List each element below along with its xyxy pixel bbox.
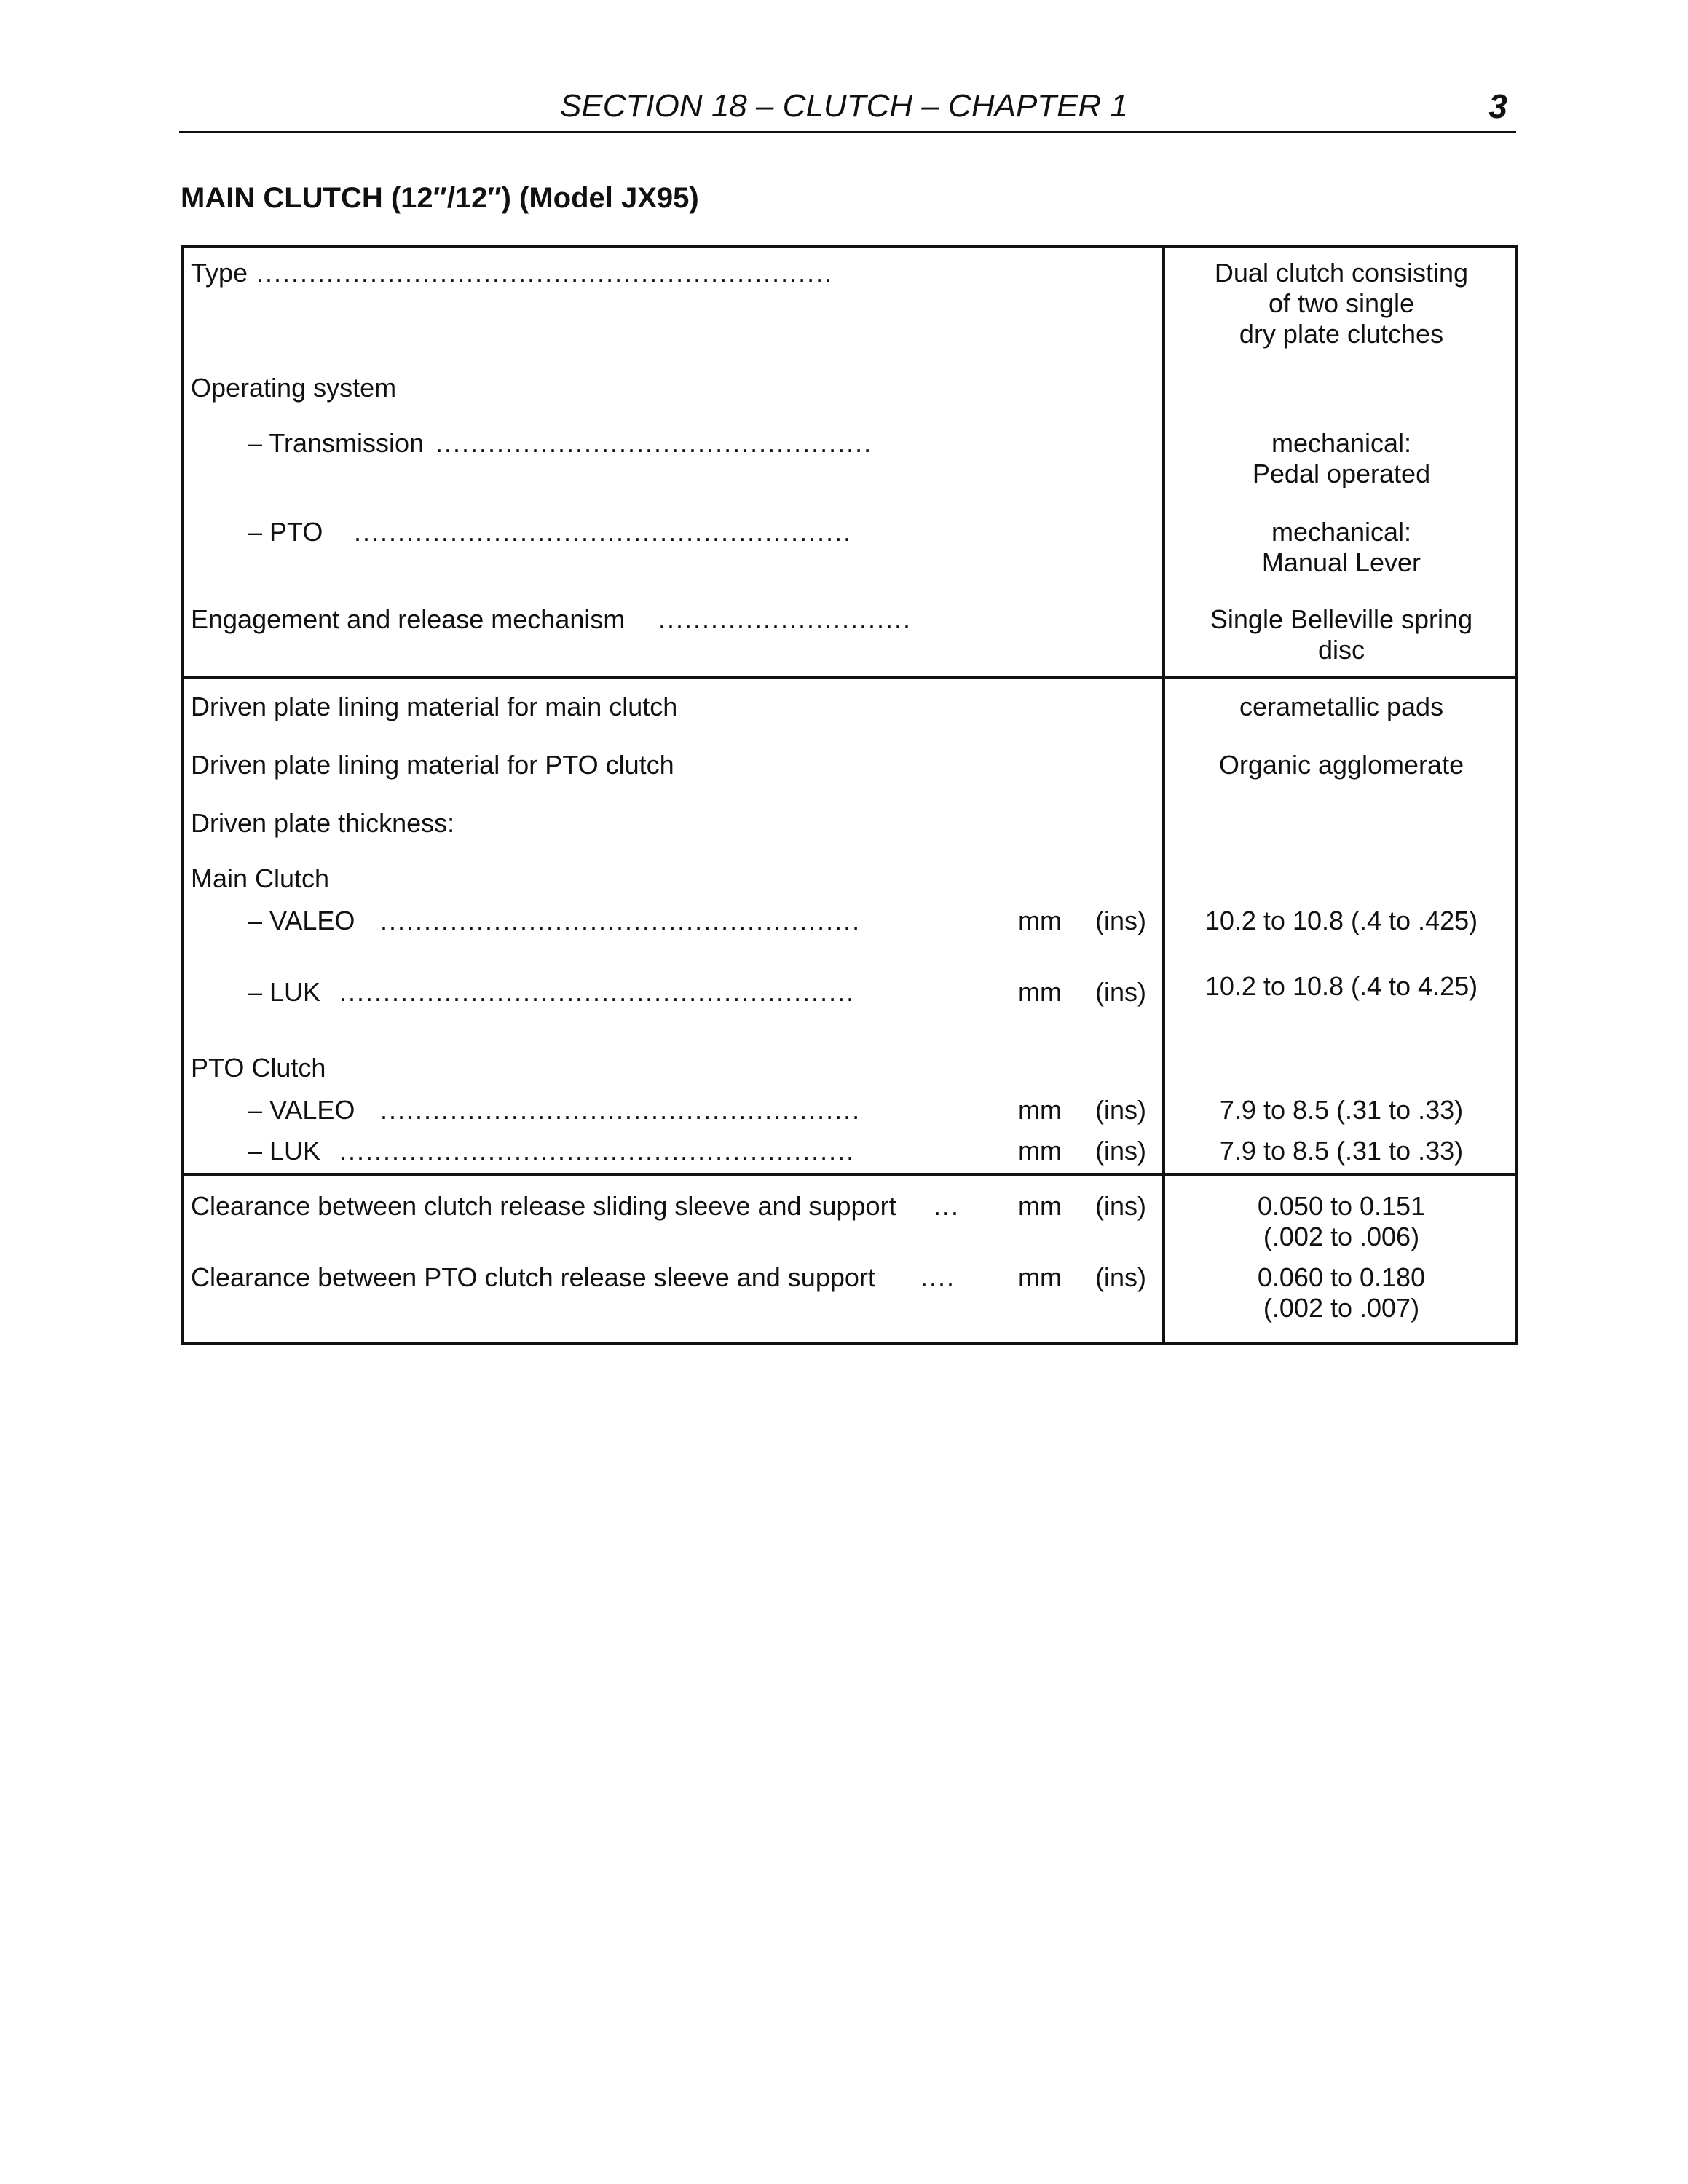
engagement-label: Engagement and release mechanism — [191, 604, 626, 634]
transmission-label: – Transmission — [248, 428, 425, 458]
pto-value — [1165, 517, 1518, 578]
lining-pto-label: Driven plate lining material for PTO clutch — [191, 750, 674, 780]
main-luk-unit: mm — [1018, 977, 1062, 1007]
operating-system-label: Operating system — [191, 373, 397, 403]
main-luk-unit-alt: (ins) — [1095, 977, 1146, 1007]
spec-table-divider-2 — [181, 1173, 1518, 1176]
pto-valeo-unit-alt: (ins) — [1095, 1095, 1146, 1125]
leader-dots: ......................................................... — [354, 517, 853, 547]
pto-valeo-unit: mm — [1018, 1095, 1062, 1125]
header-rule — [179, 131, 1516, 133]
clearance-sliding-unit-alt: (ins) — [1095, 1191, 1146, 1221]
engagement-value-line: disc — [1317, 635, 1365, 665]
type-value-line: of two single — [1268, 288, 1415, 318]
type-value — [1165, 258, 1518, 349]
spec-table-frame — [181, 245, 1518, 1345]
lining-main-value: cerametallic pads — [1239, 692, 1444, 721]
clearance-sliding-value-line: 0.050 to 0.151 — [1257, 1191, 1426, 1221]
lining-main-label: Driven plate lining material for main clutch — [191, 692, 678, 721]
pto-valeo-label: – VALEO — [248, 1095, 355, 1125]
main-valeo-unit: mm — [1018, 906, 1062, 935]
pto-luk-value: 7.9 to 8.5 (.31 to .33) — [1219, 1136, 1464, 1166]
clearance-pto-value-line: 0.060 to 0.180 — [1257, 1262, 1426, 1292]
page-number: 3 — [1488, 87, 1507, 125]
transmission-value — [1165, 428, 1518, 489]
clearance-pto-unit-alt: (ins) — [1095, 1262, 1146, 1292]
leader-dots: ....................................................... — [380, 906, 861, 935]
main-luk-label: – LUK — [248, 977, 321, 1007]
transmission-value-line: Pedal operated — [1252, 459, 1431, 488]
clearance-sliding-label: Clearance between clutch release sliding sleeve and support — [191, 1191, 896, 1221]
leader-dots: .................................................................. — [256, 258, 834, 288]
leader-dots: ........................................................... — [339, 1136, 856, 1166]
leader-dots: .... — [920, 1262, 956, 1292]
clearance-sliding-unit: mm — [1018, 1191, 1062, 1221]
type-value-line: Dual clutch consisting — [1214, 258, 1469, 288]
clearance-pto-value-line: (.002 to .007) — [1263, 1293, 1420, 1323]
pto-luk-label: – LUK — [248, 1136, 321, 1166]
main-valeo-unit-alt: (ins) — [1095, 906, 1146, 935]
main-valeo-value: 10.2 to 10.8 (.4 to .425) — [1204, 906, 1478, 935]
pto-valeo-value: 7.9 to 8.5 (.31 to .33) — [1219, 1095, 1464, 1125]
main-luk-value: 10.2 to 10.8 (.4 to 4.25) — [1204, 971, 1478, 1001]
pto-label: – PTO — [248, 517, 323, 547]
main-clutch-label: Main Clutch — [191, 863, 330, 893]
thickness-label: Driven plate thickness: — [191, 808, 455, 838]
spec-table-divider-1 — [181, 676, 1518, 679]
page-title: MAIN CLUTCH (12″/12″) (Model JX95) — [181, 182, 699, 214]
leader-dots: .................................................. — [435, 428, 873, 458]
leader-dots: ....................................................... — [380, 1095, 861, 1125]
pto-value-line: Manual Lever — [1261, 547, 1421, 577]
leader-dots: ... — [934, 1191, 961, 1221]
clearance-sliding-value-line: (.002 to .006) — [1263, 1222, 1420, 1251]
clearance-sliding-value — [1165, 1191, 1518, 1252]
pto-luk-unit: mm — [1018, 1136, 1062, 1166]
clearance-pto-label: Clearance between PTO clutch release sleeve and support — [191, 1262, 875, 1292]
leader-dots: ........................................................... — [339, 977, 856, 1007]
pto-value-line: mechanical: — [1271, 517, 1412, 547]
clearance-pto-unit: mm — [1018, 1262, 1062, 1292]
engagement-value-line: Single Belleville spring — [1210, 604, 1473, 634]
spec-table-column-divider — [1162, 245, 1165, 1345]
pto-luk-unit-alt: (ins) — [1095, 1136, 1146, 1166]
clearance-pto-value — [1165, 1262, 1518, 1324]
pto-clutch-label: PTO Clutch — [191, 1053, 326, 1083]
lining-pto-value: Organic agglomerate — [1218, 750, 1464, 780]
main-valeo-label: – VALEO — [248, 906, 355, 935]
transmission-value-line: mechanical: — [1271, 428, 1412, 458]
type-value-line: dry plate clutches — [1239, 319, 1444, 349]
type-label: Type — [191, 258, 248, 288]
engagement-value — [1165, 604, 1518, 665]
section-header: SECTION 18 – CLUTCH – CHAPTER 1 — [560, 88, 1128, 124]
leader-dots: ............................. — [658, 604, 912, 634]
